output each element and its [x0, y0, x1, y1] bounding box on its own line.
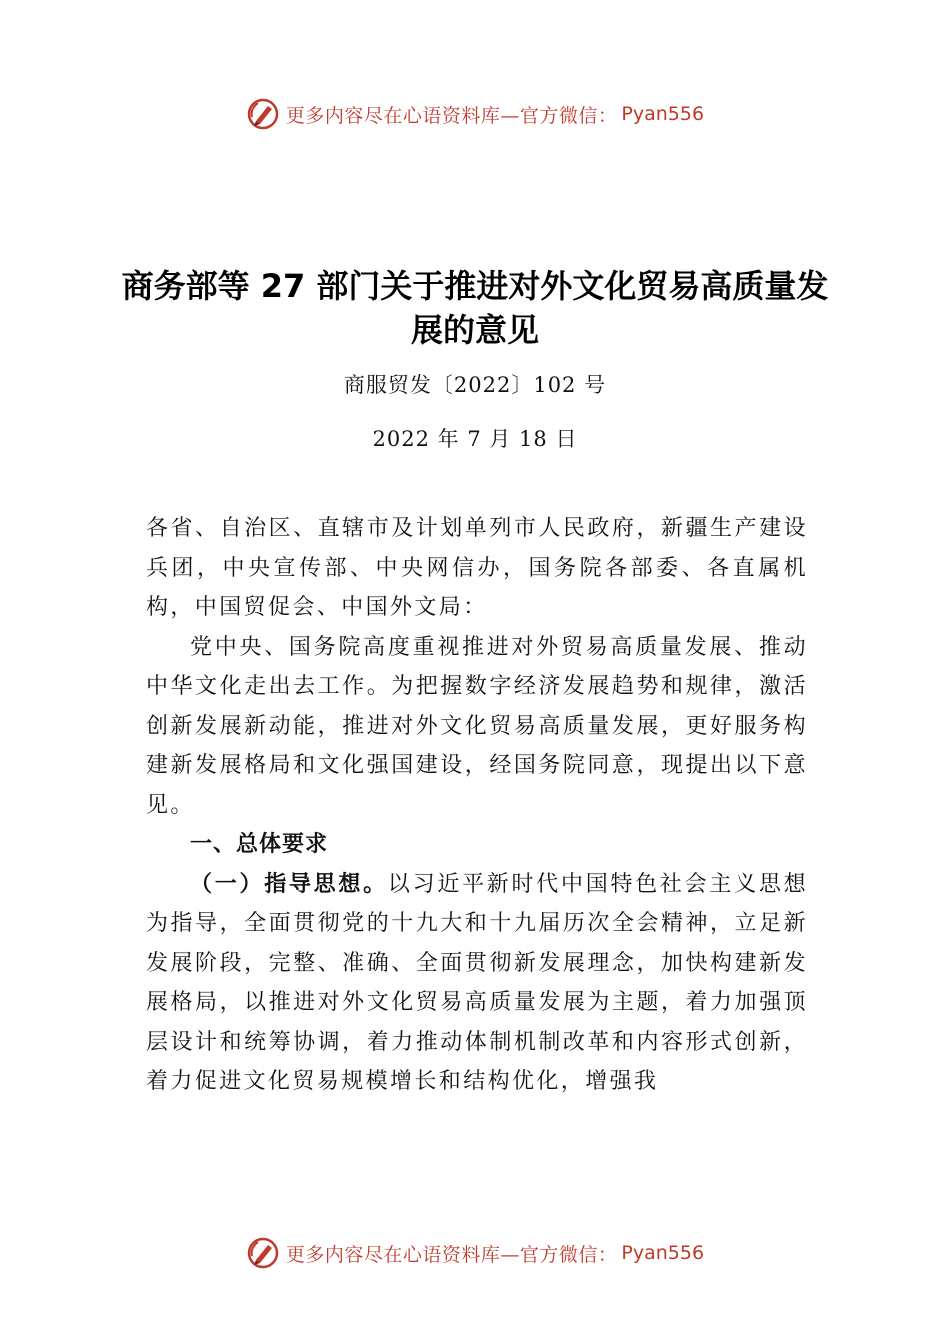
- watermark-text: 更多内容尽在心语资料库—官方微信：: [285, 1243, 618, 1266]
- pen-logo-icon: [246, 1236, 280, 1270]
- intro-paragraph: 党中央、国务院高度重视推进对外贸易高质量发展、推动中华文化走出去工作。为把握数字经济发展趋势和规律，激活创新发展新动能，推进对外文化贸易高质量发展，更好服务构建新发展格局和文化强国建设，经国务院同意，现提出以下意见。: [146, 634, 808, 818]
- subsection-body: 以习近平新时代中国特色社会主义思想为指导，全面贯彻党的十九大和十九届历次全会精神，立足新发展阶段，完整、准确、全面贯彻新发展理念，加快构建新发展格局，以推进对外文化贸易高质量发展为主题，着力加强顶层设计和统筹协调，着力推动体制机制改革和内容形式创新，着力促进文化贸易规模增长和结构优化，增强我: [146, 871, 808, 1094]
- watermark-banner-top: [0, 94, 950, 134]
- document-title: 商务部等 27 部门关于推进对外文化贸易高质量发展的意见: [121, 267, 829, 349]
- pen-logo-icon: [246, 97, 280, 131]
- document-number: 商服贸发〔2022〕102 号: [343, 373, 607, 397]
- document-body: [146, 509, 808, 1102]
- addressees-paragraph: 各省、自治区、直辖市及计划单列市人民政府，新疆生产建设兵团，中央宣传部、中央网信办，国务院各部委、各直属机构，中国贸促会、中国外文局：: [146, 516, 808, 620]
- section-heading: 一、总体要求: [190, 832, 329, 857]
- document-date: 2022 年 7 月 18 日: [372, 427, 578, 451]
- subsection-paragraph: [146, 865, 808, 1102]
- subsection-lead: （一）指导思想。: [190, 871, 388, 897]
- watermark-wechat-id: Pyan556: [621, 1242, 705, 1264]
- watermark-text: 更多内容尽在心语资料库—官方微信：: [285, 104, 618, 127]
- watermark-wechat-id: Pyan556: [621, 103, 705, 125]
- watermark-banner-bottom: [0, 1233, 950, 1273]
